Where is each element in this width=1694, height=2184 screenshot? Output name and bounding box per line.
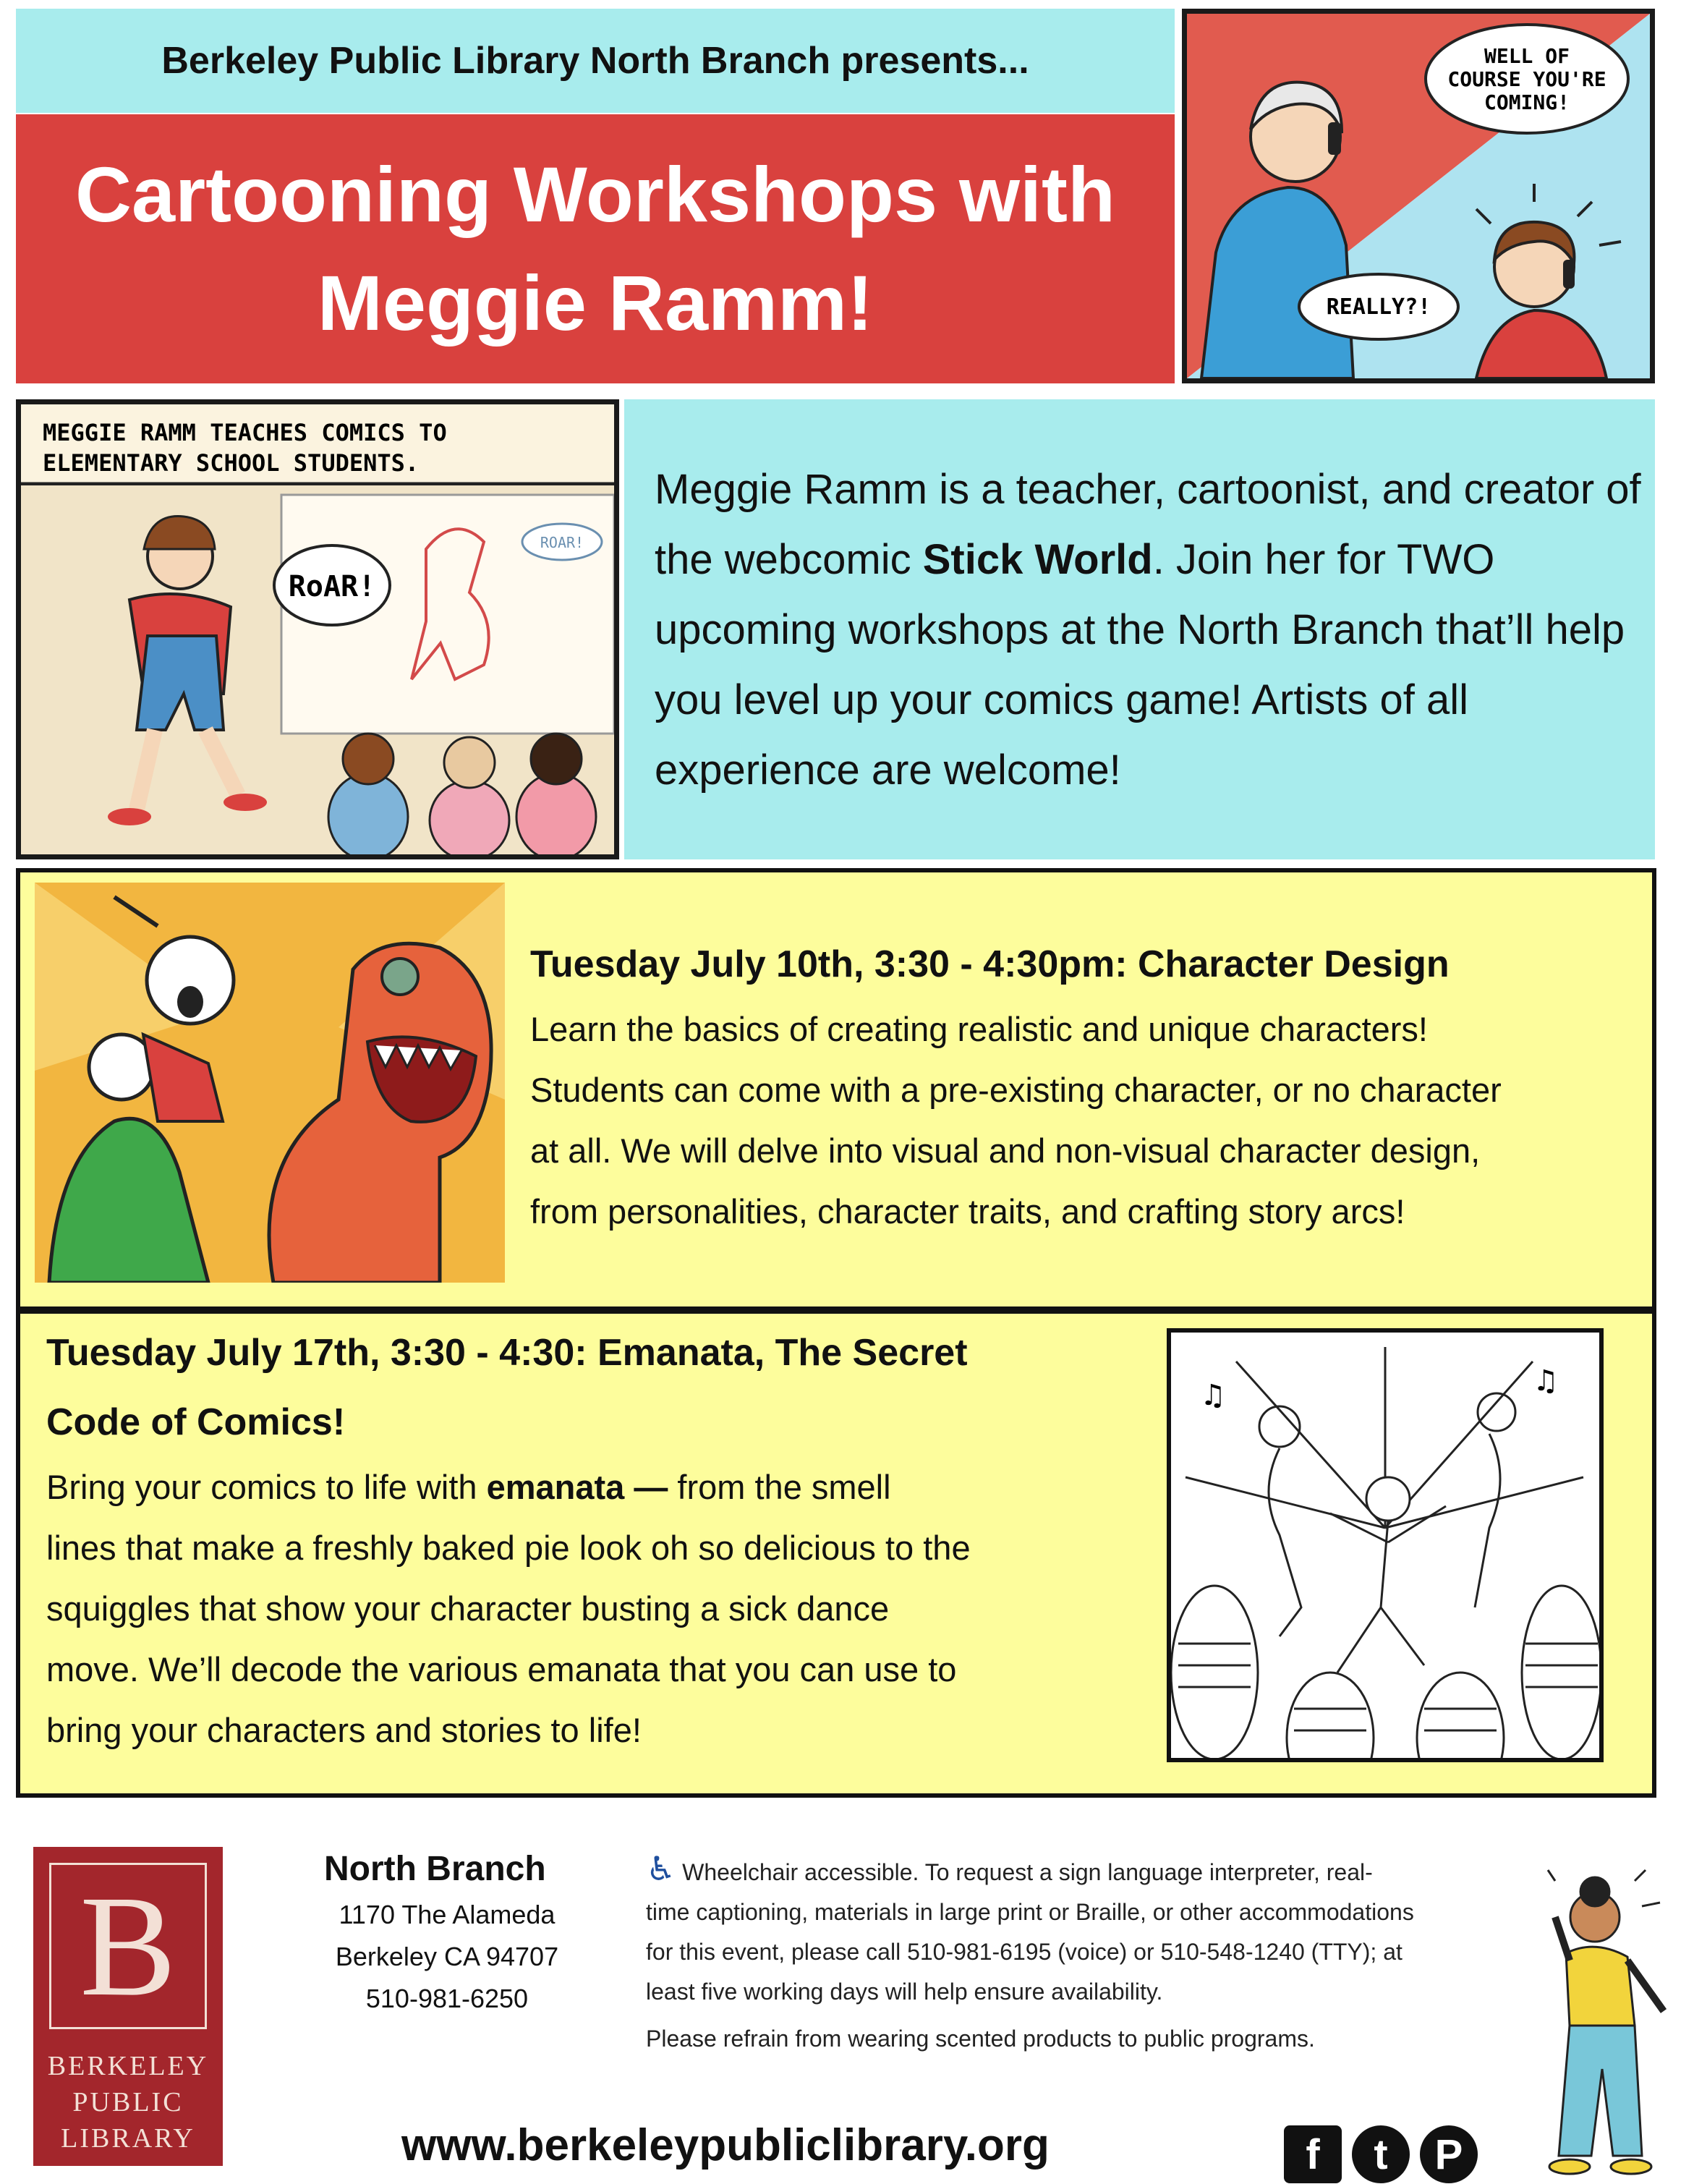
webcomic-name: Stick World	[922, 536, 1153, 583]
bubble1-line1: WELL OF	[1484, 44, 1570, 68]
phone-call-comic	[1182, 9, 1655, 383]
dancer-drawing	[1526, 1866, 1671, 2177]
session1-line2: Students can come with a pre-existing character, or no character	[530, 1071, 1502, 1109]
session2-line1-end: from the smell	[668, 1468, 891, 1506]
roar-small: ROAR!	[540, 534, 584, 551]
logo-word-public: PUBLIC	[72, 2087, 184, 2117]
branch-phone: 510-981-6250	[365, 1984, 529, 2013]
dancer-illustration	[1526, 1866, 1671, 2177]
session1-title: Tuesday July 10th, 3:30 - 4:30pm: Character Design	[530, 943, 1450, 985]
title-banner	[16, 114, 1175, 383]
library-logo	[33, 1847, 223, 2166]
wheelchair-icon: ♿	[646, 1850, 676, 1887]
teach-caption-1: MEGGIE RAMM TEACHES COMICS TO	[43, 419, 447, 446]
twitter-icon[interactable]: t	[1352, 2125, 1410, 2183]
session1-line3: at all. We will delve into visual and non-visual character design,	[530, 1131, 1481, 1170]
emanata-term: emanata —	[486, 1468, 668, 1506]
dance-illustration	[1171, 1333, 1599, 1758]
facebook-icon[interactable]: f	[1284, 2125, 1342, 2183]
session2-line5: bring your characters and stories to life!	[46, 1711, 642, 1749]
session1-line1: Learn the basics of creating realistic and unique characters!	[530, 1010, 1428, 1048]
svg-text:♫: ♫	[1533, 1364, 1559, 1398]
logo-wordmark	[33, 2048, 223, 2157]
roar-big: RoAR!	[288, 570, 376, 603]
social-links	[1284, 2125, 1478, 2183]
title-line-2: Meggie Ramm!	[317, 259, 874, 347]
bubble1-line3: COMING!	[1484, 90, 1570, 114]
accessibility-line1: Wheelchair accessible. To request a sign language interpreter, real-	[682, 1859, 1373, 1885]
dinosaur-comic	[35, 883, 505, 1283]
branch-name: North Branch	[324, 1850, 546, 1888]
presenter-text: Berkeley Public Library North Branch presents...	[161, 40, 1029, 82]
bubble2-text: REALLY?!	[1326, 294, 1431, 320]
dance-comic	[1167, 1328, 1604, 1762]
logo-word-berkeley: BERKELEY	[47, 2051, 209, 2081]
teaching-comic	[16, 399, 619, 859]
accessibility-line2: time captioning, materials in large print or Braille, or other accommodations	[646, 1899, 1414, 1925]
address-line1: 1170 The Alameda	[339, 1900, 556, 1929]
intro-text-end: . Join her for TWO upcoming workshops at the North Branch that’ll help you level up your comics game! Artists of all experience are welcome!	[655, 536, 1625, 794]
session2-title-line2: Code of Comics!	[46, 1401, 346, 1443]
teaching-illustration	[21, 404, 614, 854]
session2-line1-start: Bring your comics to life with	[46, 1468, 487, 1506]
session2-title-line1: Tuesday July 17th, 3:30 - 4:30: Emanata, The Secret	[46, 1332, 968, 1374]
accessibility-notice	[646, 1849, 1514, 2012]
pinterest-icon[interactable]: P	[1420, 2125, 1478, 2183]
session2-line3: squiggles that show your character busting a sick dance	[46, 1589, 890, 1628]
title-line-1: Cartooning Workshops with	[75, 150, 1115, 238]
dinosaur-illustration	[35, 883, 505, 1283]
logo-word-library: LIBRARY	[61, 2123, 195, 2154]
scent-notice: Please refrain from wearing scented products to public programs.	[646, 2026, 1315, 2052]
address-line2: Berkeley CA 94707	[335, 1942, 559, 1971]
website-link[interactable]: www.berkeleypubliclibrary.org	[401, 2120, 1050, 2170]
session1-details	[530, 930, 1648, 1242]
presenter-banner	[16, 9, 1175, 113]
session2-details	[46, 1318, 1160, 1761]
accessibility-line3: for this event, please call 510-981-6195 (voice) or 510-548-1240 (TTY); at	[646, 1939, 1403, 1965]
accessibility-line4: least five working days will help ensure availability.	[646, 1979, 1163, 2005]
session1-line4: from personalities, character traits, and crafting story arcs!	[530, 1192, 1405, 1231]
session2-line2: lines that make a freshly baked pie look oh so delicious to the	[46, 1529, 971, 1567]
phone-call-illustration	[1187, 14, 1650, 378]
svg-text:♫: ♫	[1200, 1379, 1226, 1412]
session2-line4: move. We’ll decode the various emanata that you can use to	[46, 1650, 957, 1688]
intro-text-start: Meggie Ramm is a teacher, cartoonist, and creator of the webcomic	[655, 466, 1641, 583]
intro-description	[655, 454, 1646, 805]
bubble1-line2: COURSE YOU'RE	[1447, 67, 1606, 91]
teach-caption-2: ELEMENTARY SCHOOL STUDENTS.	[43, 449, 420, 477]
logo-monogram: B	[49, 1863, 207, 2029]
